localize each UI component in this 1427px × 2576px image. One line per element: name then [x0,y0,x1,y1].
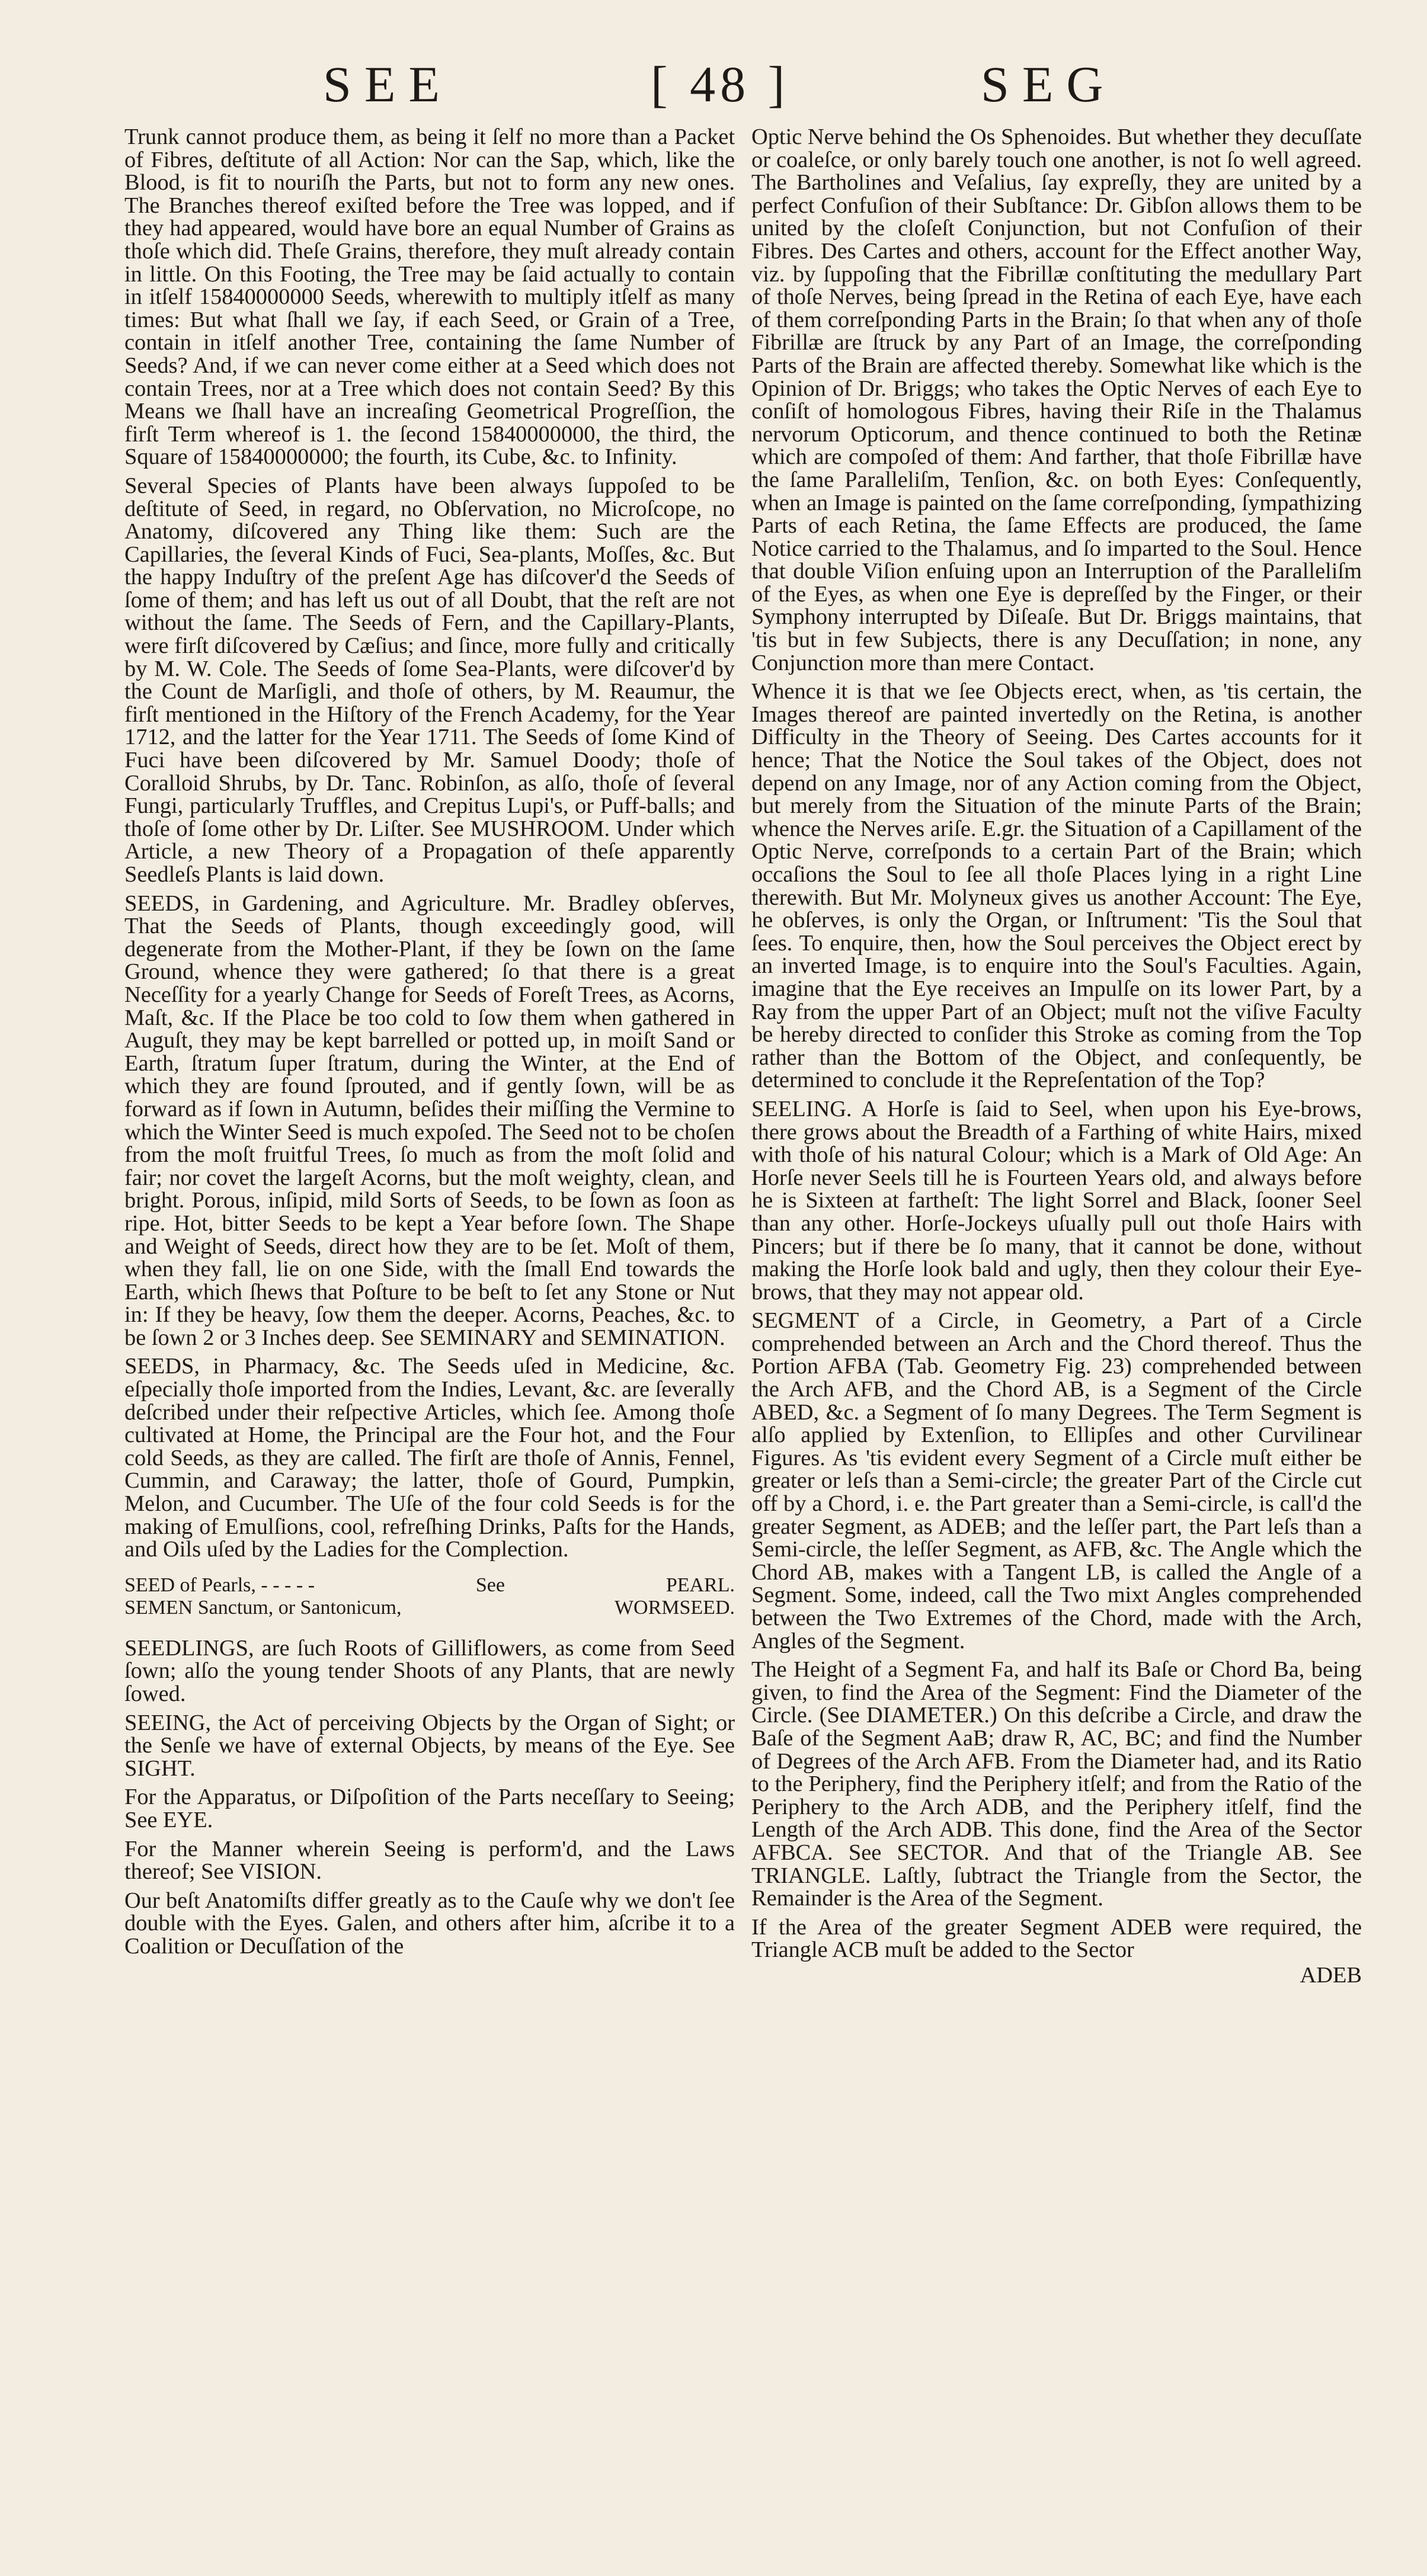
paragraph: If the Area of the greater Segment ADEB were required, the Triangle ACB muſt be added to the Sector [751,1914,1362,1963]
right-column [751,126,1362,1987]
entry-seeing: SEEING, the Act of perceiving Objects by the Organ of Sight; or the Senſe we have of external Objects, by means of the Eye. See SIGHT. [124,1710,735,1781]
page-number: [ 48 ] [651,56,790,113]
paragraph: Several Species of Plants have been always ſuppoſed to be deſtitute of Seed, in regard, no Obſervation, no Microſcope, no Anatomy, diſcovered any Thing like them: Such are the Capillaries, the ſeveral Kinds of Fuci, Sea-plants, Moſſes, &c. But the happy Induſtry of the preſent Age has diſcover'd the Seeds of ſome of them; and has left us out of all Doubt, that the reſt are not without the ſame. The Seeds of Fern, and the Capillary-Plants, were firſt diſcovered by Cæſius; and ſince, more fully and critically by M. W. Cole. The Seeds of ſome Sea-Plants, were diſcover'd by the Count de Marſigli, and thoſe of others, by M. Reaumur, the firſt mentioned in the Hiſtory of the French Academy, for the Year 1712, and the latter for the Year 1711. The Seeds of ſome Kind of Fuci have been diſcovered by Mr. Samuel Doody; thoſe of Coralloid Shrubs, by Dr. Tanc. Robinſon, as alſo, thoſe of ſeveral Fungi, particularly Truffles, and Crepitus Lupi's, or Puff-balls; and thoſe of ſome other by Dr. Liſter. See MUSHROOM. Under which Article, a new Theory of a Propagation of theſe apparently Seedleſs Plants is laid down. [124,473,735,887]
paragraph: The Height of a Segment Fa, and half its Baſe or Chord Ba, being given, to find the Area of the Segment: Find the Diameter of the Circle. (See DIAMETER.) On this deſcribe a Circle, and draw the Baſe of the Segment AaB; draw R, AC, BC; and find the Number of Degrees of the Arch AFB. From the Diameter had, and its Ratio to the Periphery, find the Periphery itſelf; and from the Ratio of the Periphery to the Arch ADB, and the Periphery itſelf, find the Length of the Arch ADB. This done, find the Area of the Sector AFBCA. See SECTOR. And that of the Triangle AB. See TRIANGLE. Laſtly, ſubtract the Triangle from the Sector, the Remainder is the Area of the Segment. [751,1657,1362,1911]
header-left-word: SEE [323,56,453,113]
paragraph: Whence it is that we ſee Objects erect, when, as 'tis certain, the Images thereof are painted invertedly on the Retina, is another Difficulty in the Theory of Seeing. Des Cartes accounts for it hence; That the Notice the Soul takes of the Object, does not depend on any Image, nor of any Action coming from the Object, but merely from the Situation of the minute Parts of the Brain; whence the Nerves ariſe. E.gr. the Situation of a Capillament of the Optic Nerve, correſponds to a certain Part of the Brain; which occaſions the Soul to ſee all thoſe Places lying in a right Line therewith. But Mr. Molyneux gives us another Account: The Eye, he obſerves, is only the Organ, or Inſtrument: 'Tis the Soul that ſees. To enquire, then, how the Soul perceives the Object erect by an inverted Image, is to enquire into the Soul's Faculties. Again, imagine that the Eye receives an Impulſe on its lower Part, by a Ray from the upper Part of an Object; muſt not the viſive Faculty be hereby directed to conſider this Stroke as coming from the Top rather than the Bottom of the Object, and conſequently, be determined to conclude it the Repreſentation of the Top? [751,679,1362,1093]
running-header [0,55,1427,114]
cross-reference-block [124,1574,735,1619]
paragraph: Our beſt Anatomiſts differ greatly as to the Cauſe why we don't ſee double with the Eyes. Galen, and others after him, aſcribe it to a Coalition or Decuſſation of the [124,1888,735,1959]
paragraph: Optic Nerve behind the Os Sphenoides. But whether they decuſſate or coaleſce, or only barely touch one another, is not ſo well agreed. The Bartholines and Veſalius, ſay expreſly, they are united by a perfect Confuſion of their Subſtance: Dr. Gibſon allows them to be united by the cloſeſt Conjunction, but not Confuſion of their Fibres. Des Cartes and others, account for the Effect another Way, viz. by ſuppoſing that the Fibrillæ conſtituting the medullary Part of thoſe Nerves, being ſpread in the Retina of each Eye, have each of them correſponding Parts in the Brain; ſo that when any of thoſe Fibrillæ are ſtruck by any Part of an Image, the correſponding Parts of the Brain are affected thereby. Somewhat like which is the Opinion of Dr. Briggs; who takes the Optic Nerves of each Eye to conſiſt of homologous Fibres, having their Riſe in the Thalamus nervorum Opticorum, and thence continued to both the Retinæ which are compoſed of them: And farther, that thoſe Fibrillæ have the ſame Paralleliſm, Tenſion, &c. on both Eyes: Conſequently, when an Image is painted on the ſame correſponding, ſympathizing Parts of each Retina, the ſame Effects are produced, the ſame Notice carried to the Thalamus, and ſo imparted to the Soul. Hence that double Viſion enſuing upon an Interruption of the Paralleliſm of the Eyes, as when one Eye is depreſſed by the Finger, or their Symphony interrupted by Diſeaſe. But Dr. Briggs maintains, that 'tis but in few Subjects, there is any Decuſſation; in none, any Conjunction more than mere Contact. [751,124,1362,675]
entry-seeds-pharmacy: SEEDS, in Pharmacy, &c. The Seeds uſed in Medicine, &c. eſpecially thoſe imported from the Indies, Levant, &c. are ſeverally deſcribed under their reſpective Articles, which ſee. Among thoſe cultivated at Home, the Principal are the Four hot, and the Four cold Seeds, as they are called. The firſt are thoſe of Annis, Fennel, Cummin, and Caraway; the latter, thoſe of Gourd, Pumpkin, Melon, and Cucumber. The Uſe of the four cold Seeds is for the making of Emulſions, cool, refreſhing Drinks, Paſts for the Hands, and Oils uſed by the Ladies for the Complection. [124,1354,735,1562]
entry-seeds-gardening: SEEDS, in Gardening, and Agriculture. Mr. Bradley obſerves, That the Seeds of Plants, though exceedingly good, will degenerate from the Mother-Plant, if they be ſown on the ſame Ground, whence they were gathered; ſo that there is a great Neceſſity for a yearly Change for Seeds of Foreſt Trees, as Acorns, Maſt, &c. If the Place be too cold to ſow them when gathered in Auguſt, they may be kept barrelled or potted up, in moiſt Sand or Earth, ſtratum ſuper ſtratum, during the Winter, at the End of which they are found ſprouted, and if gently ſown, will be as forward as if ſown in Autumn, beſides their miſſing the Vermine to which the Winter Seed is much expoſed. The Seed not to be choſen from the moſt fruitful Trees, ſo much as from the moſt ſolid and fair; nor covet the largeſt Acorns, but the moſt weighty, clean, and bright. Porous, inſipid, mild Sorts of Seeds, to be ſown as ſoon as ripe. Hot, bitter Seeds to be kept a Year before ſown. The Shape and Weight of Seeds, direct how they are to be ſet. Moſt of them, when they fall, lie on one Side, with the ſmall End towards the Earth, which ſhews that Poſture to be beſt to ſet any Stone or Nut in: If they be heavy, ſow them the deeper. Acorns, Peaches, &c. to be ſown 2 or 3 Inches deep. See SEMINARY and SEMINATION. [124,890,735,1350]
left-column [124,126,735,1964]
xref-semen-sanctum: SEMEN Sanctum, or Santonicum, [124,1596,402,1619]
catchword: ADEB [1300,1962,1362,1988]
paragraph: Trunk cannot produce them, as being it ſelf no more than a Packet of Fibres, deſtitute of all Action: Nor can the Sap, which, like the Blood, is fit to nouriſh the Parts, but not to form any new ones. The Branches thereof exiſted before the Tree was lopped, and if they had appeared, would have bore an equal Number of Grains as thoſe which did. Theſe Grains, therefore, they muſt already contain in little. On this Footing, the Tree may be ſaid actually to contain in itſelf 15840000000 Seeds, wherewith to multiply itſelf as many times: But what ſhall we ſay, if each Seed, or Grain of a Tree, contain in itſelf another Tree, containing the ſame Number of Seeds? And, if we can never come either at a Seed which does not contain Trees, nor at a Tree which does not contain Seed? By this Means we ſhall have an increaſing Geometrical Progreſſion, the firſt Term whereof is 1. the ſecond 15840000000, the third, the Square of 15840000000; the fourth, its Cube, &c. to Infinity. [124,124,735,470]
entry-segment: SEGMENT of a Circle, in Geometry, a Part of a Circle comprehended between an Arch and the Chord thereof. Thus the Portion AFBA (Tab. Geometry Fig. 23) comprehended between the Arch AFB, and the Chord AB, is a Segment of the Circle ABED, &c. a Segment of ſo many Degrees. The Term Segment is alſo applied by Extenſion, to Ellipſes and other Curvilinear Figures. As 'tis evident every Segment of a Circle muſt either be greater or leſs than a Semi-circle; the greater Part of the Circle cut off by a Chord, i. e. the Part greater than a Semi-circle, is call'd the greater Segment, as ADEB; and the leſſer part, the Part leſs than a Semi-circle, the leſſer Segment, as AFB, &c. The Angle which the Chord AB, makes with a Tangent LB, is called the Angle of a Segment. Some, indeed, call the Two mixt Angles comprehended between the Two Extremes of the Chord, made with the Arch, Angles of the Segment. [751,1308,1362,1654]
xref-see: See [475,1574,505,1596]
xref-pearl: PEARL. [665,1574,735,1596]
entry-seeling: SEELING. A Horſe is ſaid to Seel, when upon his Eye-brows, there grows about the Breadth of a Farthing of white Hairs, mixed with thoſe of his natural Colour; which is a Mark of Old Age: An Horſe never Seels till he is Fourteen Years old, and always before he is Sixteen at fartheſt: The light Sorrel and Black, ſooner Seel than any other. Horſe-Jockeys uſually pull out thoſe Hairs with Pincers; but if there be ſo many, that it cannot be done, without making the Horſe look bald and ugly, then they colour their Eye-brows, that they may not appear old. [751,1096,1362,1305]
header-right-word: SEG [981,56,1116,113]
xref-seed-of-pearls: SEED of Pearls, - - - - - [124,1574,315,1596]
xref-wormseed: WORMSEED. [614,1596,735,1619]
entry-seedlings: SEEDLINGS, are ſuch Roots of Gilliflowers, as come from Seed ſown; alſo the young tender Shoots of any Plants, that are newly ſowed. [124,1635,735,1706]
paragraph: For the Manner wherein Seeing is perform'd, and the Laws thereof; See VISION. [124,1836,735,1885]
paragraph: For the Apparatus, or Diſpoſition of the Parts neceſſary to Seeing; See EYE. [124,1784,735,1832]
